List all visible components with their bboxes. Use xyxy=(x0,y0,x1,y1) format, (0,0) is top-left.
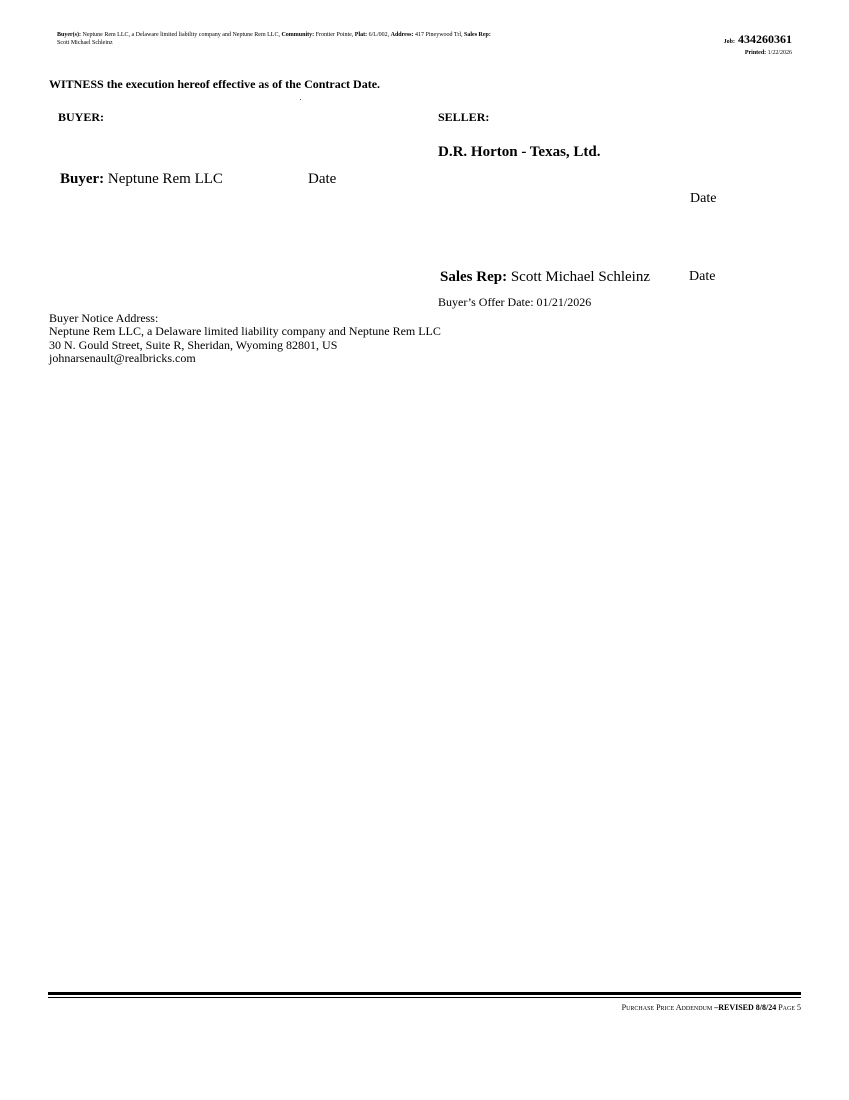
buyers-label: Buyer(s): xyxy=(57,32,81,38)
sales-rep-date-label: Date xyxy=(689,269,716,284)
address-label: Address: xyxy=(390,32,414,38)
witness-statement: WITNESS the execution hereof effective as of the Contract Date. xyxy=(49,77,381,91)
notice-line-2: 30 N. Gould Street, Suite R, Sheridan, Wyoming 82801, US xyxy=(49,337,338,352)
community-value: Frontier Pointe, xyxy=(315,32,354,38)
footer xyxy=(622,1003,801,1012)
buyer-notice-address xyxy=(49,312,441,365)
seller-date-label: Date xyxy=(690,191,717,206)
job-number: 434260361 xyxy=(738,32,792,46)
stray-dot xyxy=(300,99,301,100)
sales-rep-sign-name: Scott Michael Schleinz xyxy=(510,269,650,285)
buyer-heading: BUYER: xyxy=(58,110,105,124)
sales-rep-value: Scott Michael Schleinz xyxy=(57,40,113,46)
address-value: 417 Pineywood Trl, xyxy=(415,32,463,38)
footer-rule-thick xyxy=(48,992,801,995)
header-job-info xyxy=(724,33,792,57)
buyer-signature-line xyxy=(60,171,223,188)
buyer-date-label: Date xyxy=(308,171,337,187)
plat-value: 6/L/002, xyxy=(368,32,390,38)
printed-line xyxy=(724,49,792,57)
notice-heading: Buyer Notice Address: xyxy=(49,311,159,325)
sales-rep-label: Sales Rep: xyxy=(464,32,491,38)
seller-name: D.R. Horton - Texas, Ltd. xyxy=(438,144,601,160)
footer-revised: –REVISED 8/8/24 xyxy=(714,1003,777,1012)
buyer-sign-name: Neptune Rem LLC xyxy=(107,171,223,187)
job-label: Job: xyxy=(723,39,735,45)
notice-line-1: Neptune Rem LLC, a Delaware limited liability company and Neptune Rem LLC xyxy=(49,324,441,339)
printed-label: Printed: xyxy=(744,50,767,56)
plat-label: Plat: xyxy=(354,32,368,38)
footer-doc-title: Purchase Price Addendum xyxy=(621,1003,715,1012)
buyers-value: Neptune Rem LLC, a Delaware limited liability company and Neptune Rem LLC, xyxy=(82,32,280,38)
header-parties xyxy=(57,31,687,47)
footer-page: Page 5 xyxy=(776,1003,801,1012)
notice-email: johnarsenault@realbricks.com xyxy=(49,350,196,365)
sales-rep-signature-line xyxy=(440,269,650,286)
buyer-sign-label: Buyer: xyxy=(60,171,105,187)
community-label: Community: xyxy=(281,32,315,38)
job-line xyxy=(724,33,792,49)
sales-rep-sign-label: Sales Rep: xyxy=(440,269,508,285)
footer-rule-thin xyxy=(48,997,801,998)
seller-heading: SELLER: xyxy=(438,110,490,124)
offer-date: Buyer’s Offer Date: 01/21/2026 xyxy=(438,295,592,309)
printed-date: 1/22/2026 xyxy=(767,50,792,56)
